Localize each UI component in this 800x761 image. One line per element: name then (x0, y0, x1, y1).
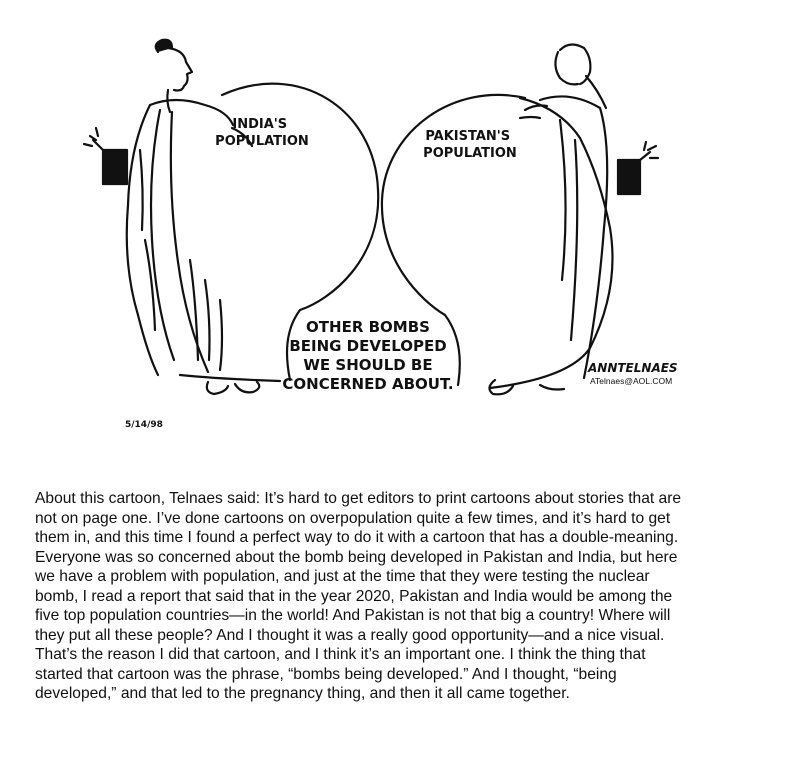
cartoon-caption-line-4: CONCERNED ABOUT. (282, 375, 454, 393)
india-population-label: INDIA'S POPULATION (215, 117, 309, 149)
artist-email: ATelnaes@AOL.COM (590, 376, 673, 386)
cartoon-caption-line-1: OTHER BOMBS (306, 318, 430, 336)
cartoon-caption-line-3: WE SHOULD BE (303, 356, 433, 374)
artist-signature: ANNTELNAES (588, 361, 678, 375)
cartoon-date: 5/14/98 (125, 420, 163, 430)
article-text: About this cartoon, Telnaes said: It’s hard to get editors to print cartoons about stories that are not on page one. I’ve done cartoons on overpopulation quite a few times, and it’s hard to get them in, and this time I found a perfect way to do it with a cartoon that has a double-meaning. Everyone was so concerned about the bomb being developed in Pakistan and India, but here we have a problem with population, and just at the time that they were testing the nuclear bomb, I read a report that said that in the year 2020, Pakistan and India would be among the five top population countries—in the world! And Pakistan is not that big a country! Where will they put all these people? And I thought it was a really good opportunity—and a nice visual. That’s the reason I did that cartoon, and I think it’s an important one. I think the thing that started that cartoon was the phrase, “bombs being developed.” And I thought, “being developed,” and that led to the pregnancy thing, and then it all came together. (35, 490, 682, 702)
pakistan-population-label: PAKISTAN'S POPULATION (423, 129, 517, 161)
cartoon-caption-line-2: BEING DEVELOPED (289, 337, 447, 355)
cartoon-caption (282, 318, 453, 393)
